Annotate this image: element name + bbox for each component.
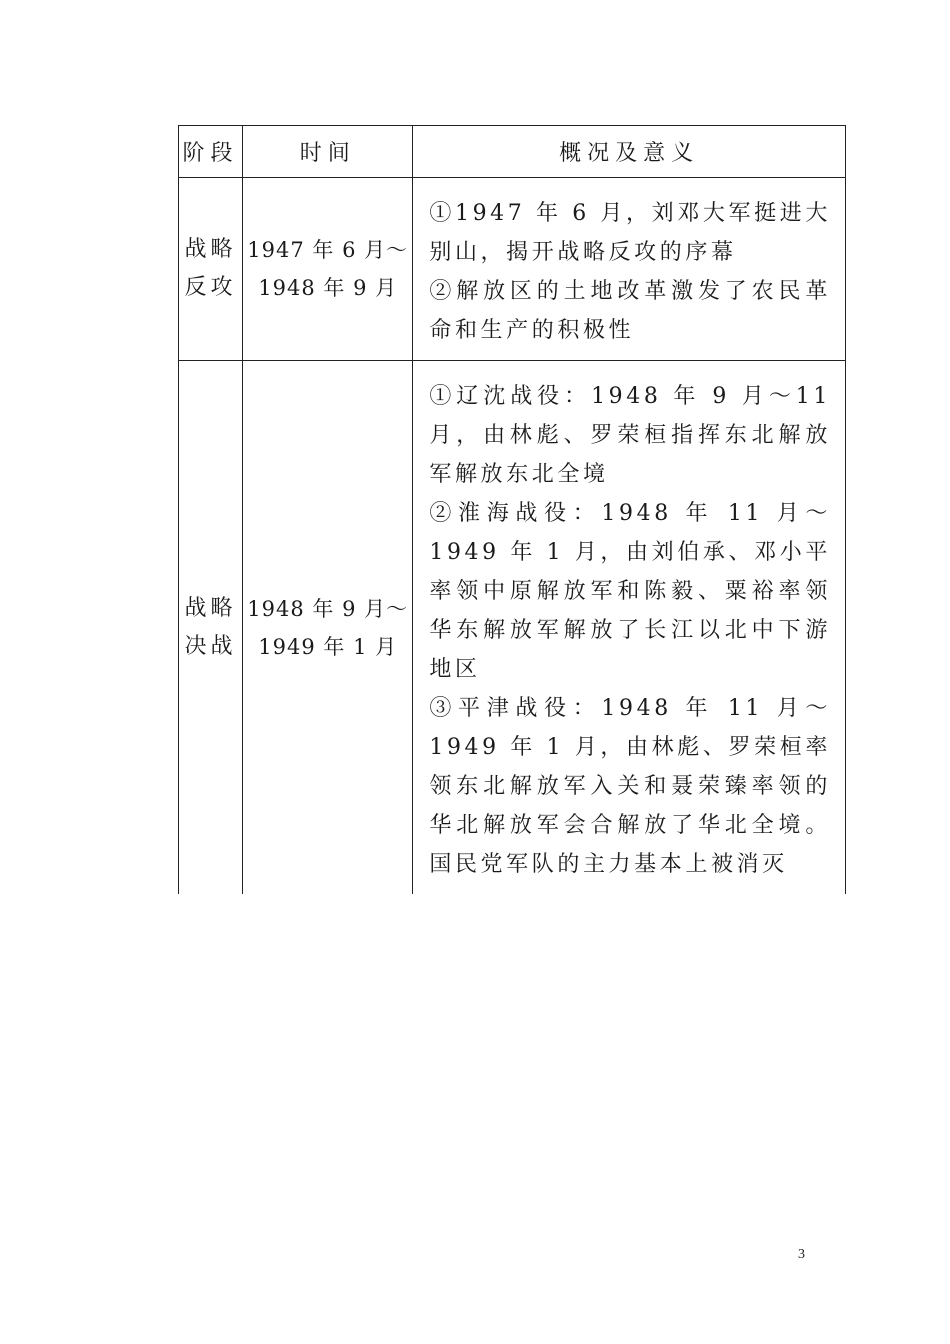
desc-item: ③平津战役：1948 年 11 月～1949 年 1 月，由林彪、罗荣桓率领东北解放军入关和聂荣臻率领的华北解放军会合解放了华北全境。国民党军队的主力基本上被消灭 [429,696,831,877]
time-line: 1947 年 6 月～ [247,238,409,262]
time-cell [243,361,413,895]
time-line: 1948 年 9 月～ [247,596,409,621]
time-cell [243,178,413,361]
desc-item: ②解放区的土地改革激发了农民革命和生产的积极性 [429,279,831,343]
table-row [179,361,846,895]
header-stage: 阶段 [179,126,243,178]
stage-line: 决战 [184,633,237,659]
stage-cell [179,178,243,361]
stage-line: 反攻 [184,275,237,300]
desc-cell [413,361,846,895]
table-row [179,178,846,361]
desc-item: ①1947 年 6 月，刘邓大军挺进大别山，揭开战略反攻的序幕 [429,201,831,265]
header-time: 时间 [243,126,413,178]
desc-item: ①辽沈战役：1948 年 9 月～11 月，由林彪、罗荣桓指挥东北解放军解放东北全境 [429,384,831,487]
time-line: 1948 年 9 月 [258,276,398,300]
header-desc: 概况及意义 [413,126,846,178]
stage-cell [179,361,243,895]
history-table [178,125,846,894]
stage-line: 战略 [184,237,237,262]
time-line: 1949 年 1 月 [258,634,398,659]
stage-line: 战略 [184,595,237,621]
desc-item: ②淮海战役：1948 年 11 月～1949 年 1 月，由刘伯承、邓小平率领中原解放军和陈毅、粟裕率领华东解放军解放了长江以北中下游地区 [429,501,831,682]
page-number: 3 [798,1247,805,1262]
table-header-row [179,126,846,178]
desc-cell [413,178,846,361]
